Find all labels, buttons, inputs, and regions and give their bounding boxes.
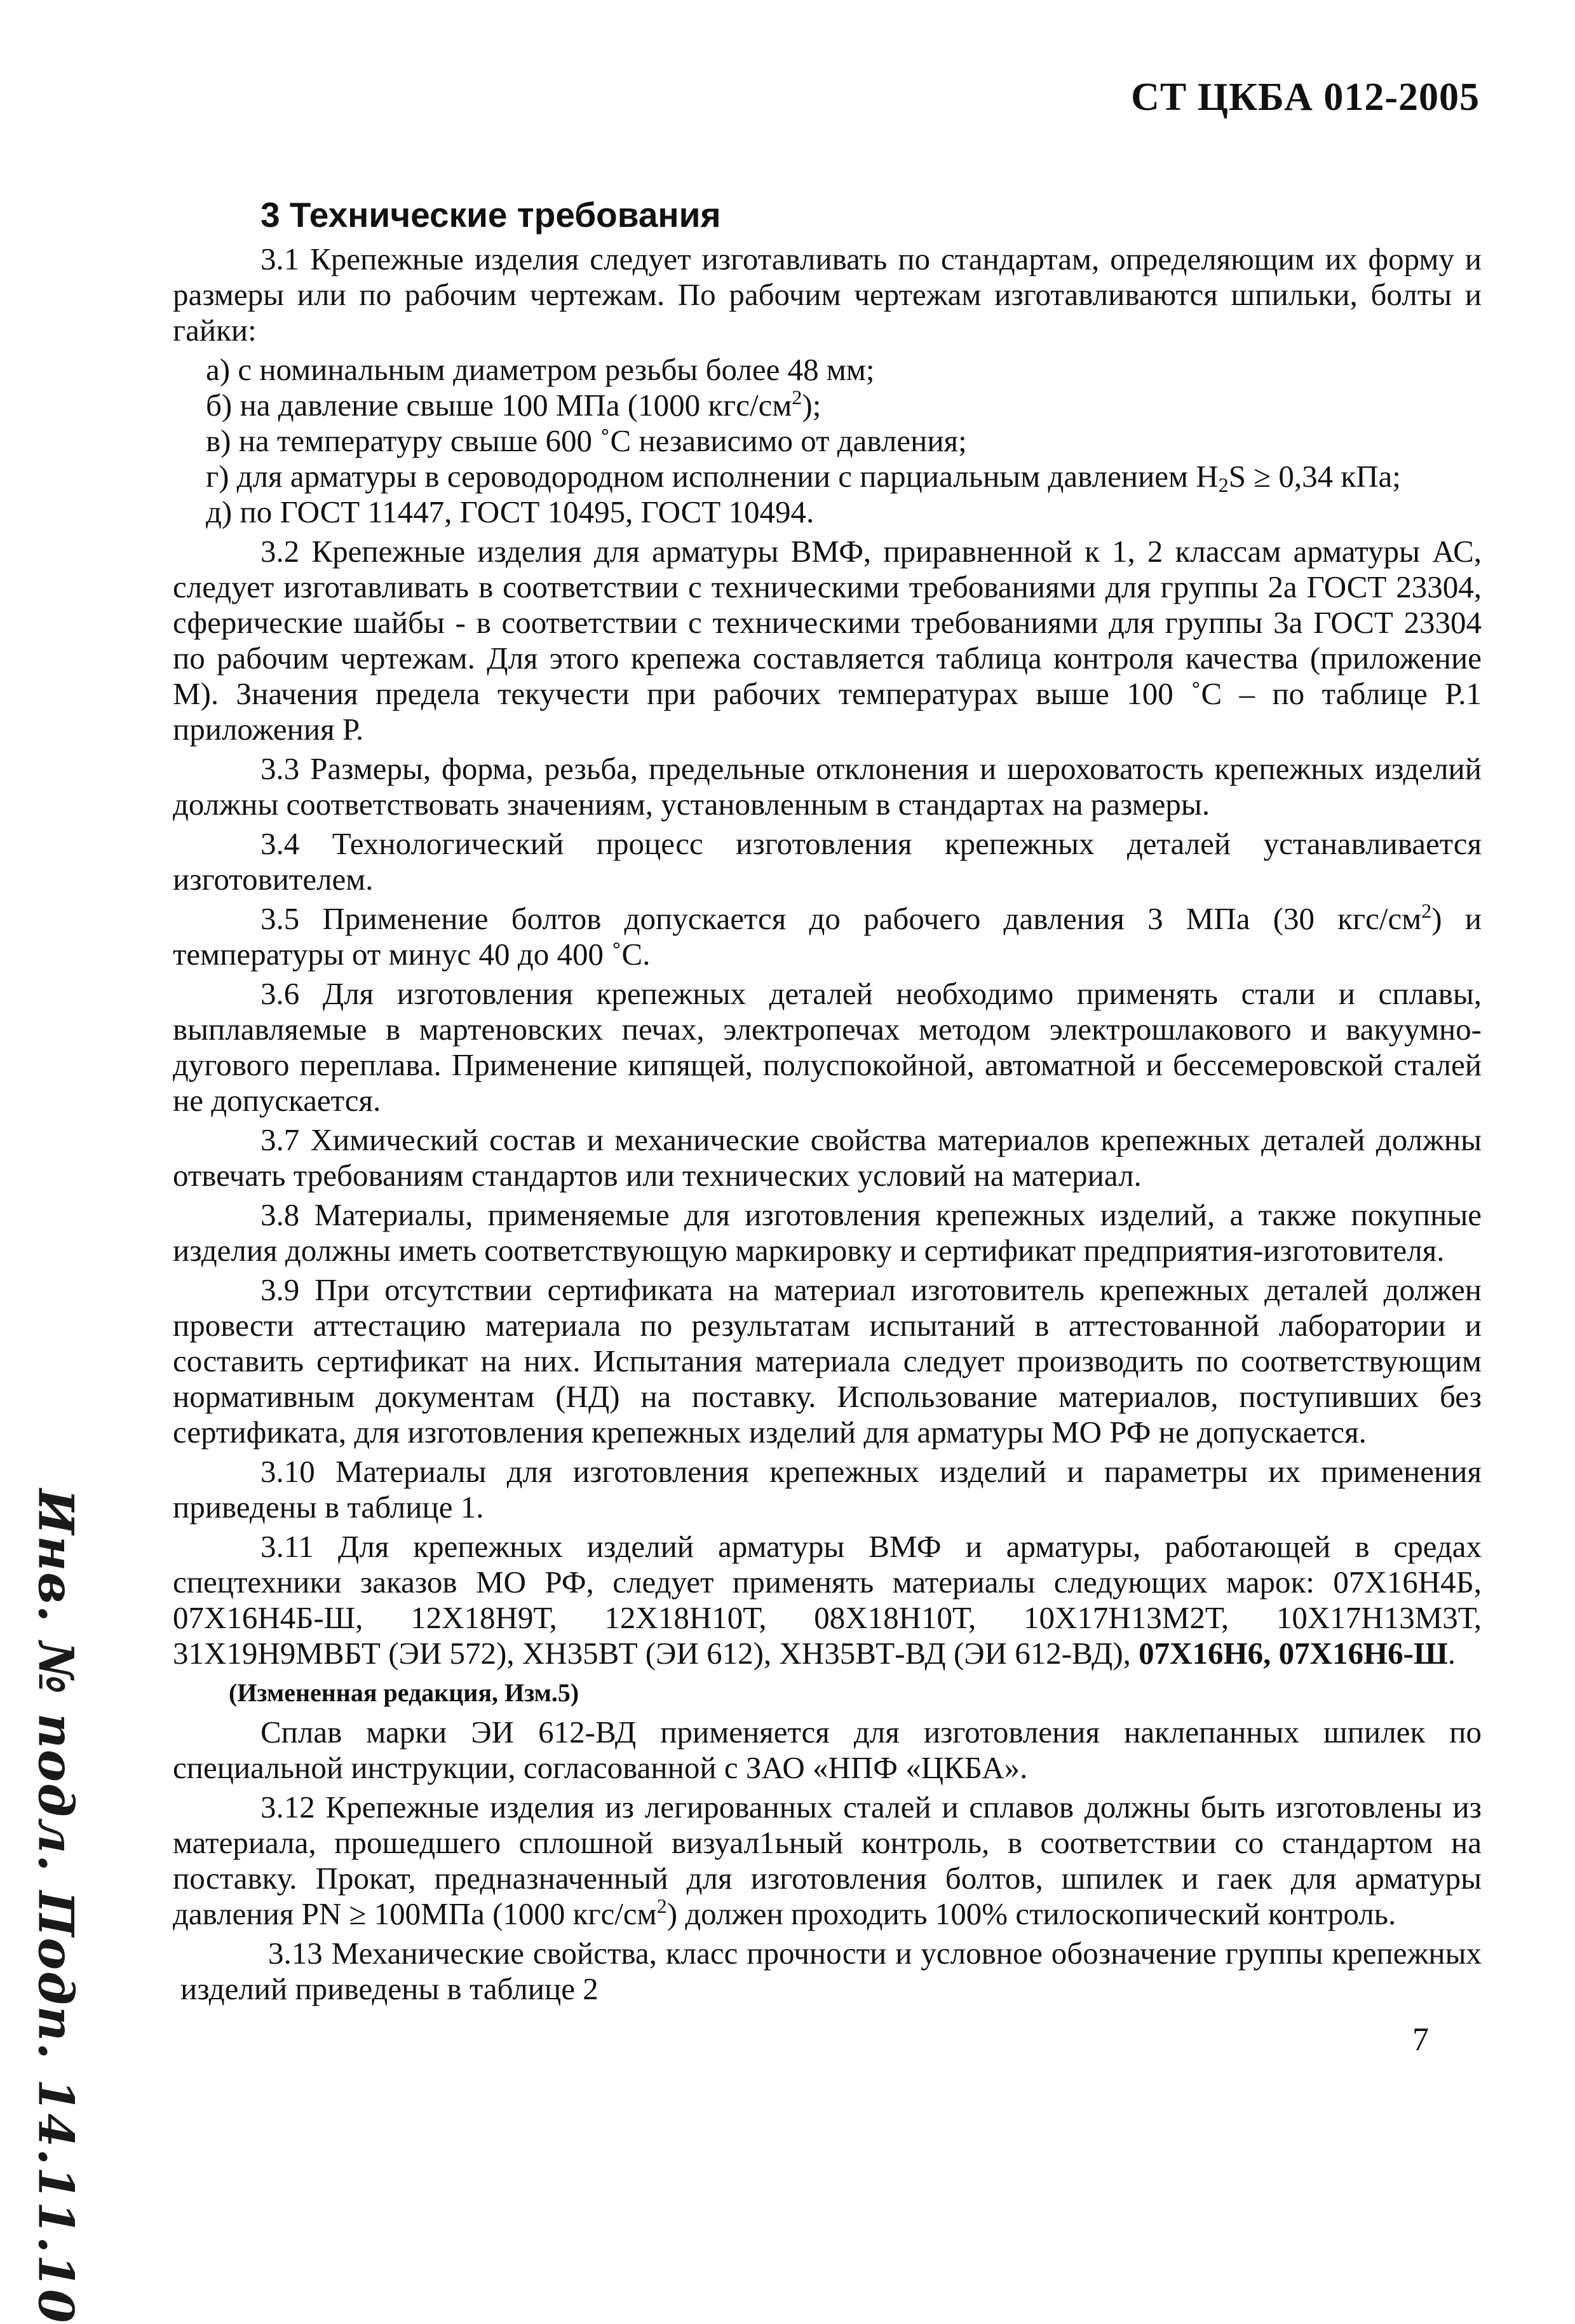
- list-item-b: б) на давление свыше 100 МПа (1000 кгс/$см^2$);: [206, 386, 821, 423]
- paragraph-3-8: 3.8 Материалы, применяемые для изготовления крепежных изделий, а также покупные изделия должны иметь соответствующую маркировку и сертификат предприятия-изготовителя.: [173, 1197, 1482, 1268]
- list-item-a: а) с номинальным диаметром резьбы более 48 мм;: [206, 352, 875, 387]
- requirements-list: [173, 352, 1482, 530]
- margin-stamp-text: Инв. № подл. Подп. 14.11.10: [27, 1488, 84, 2324]
- paragraph-3-7: 3.7 Химический состав и механические свойства материалов крепежных деталей должны отвечать требованиям стандартов или технических условий на материал.: [173, 1122, 1482, 1193]
- section-title: 3 Технические требования: [260, 195, 721, 234]
- list-item-d: д) по ГОСТ 11447, ГОСТ 10495, ГОСТ 10494.: [206, 494, 815, 529]
- document-body: [173, 197, 1482, 2011]
- paragraph-3-12: 3.12 Крепежные изделия из легированных сталей и сплавов должны быть изготовлены из материала, прошедшего сплошной визуал1ьный контроль, в соответствии со стандартом на поставку. Прокат, предназначенный для изготовления болтов, шпилек и гаек для арматуры давления PN ≥ 100МПа (1000 кгс/$см^2$) должен проходить 100% стилоскопический контроль.: [173, 1790, 1482, 1931]
- paragraph-3-2: 3.2 Крепежные изделия для арматуры ВМФ, приравненной к 1, 2 классам арматуры АС, следует изготавливать в соответствии с техническими требованиями для группы 2а ГОСТ 23304, сферические шайбы - в соответствии с техническими требованиями для группы 3а ГОСТ 23304 по рабочим чертежам. Для этого крепежа составляется таблица контроля качества (приложение М). Значения предела текучести при рабочих температурах выше 100 ˚С – по таблице Р.1 приложения Р.: [173, 534, 1482, 747]
- page-header: СТ ЦКБА 012-2005: [1131, 76, 1480, 119]
- revision-note: (Измененная редакция, Изм.5): [229, 1678, 579, 1707]
- page-number: 7: [1412, 2022, 1429, 2058]
- handwritten-margin-stamp: [24, 1488, 88, 2324]
- paragraph-3-1: 3.1 Крепежные изделия следует изготавливать по стандартам, определяющим их форму и размеры или по рабочим чертежам. По рабочим чертежам изготавливаются шпильки, болты и гайки:: [173, 241, 1482, 348]
- paragraph-3-11: 3.11 Для крепежных изделий арматуры ВМФ и арматуры, работающей в средах спецтехники заказов МО РФ, следует применять материалы следующих марок: 07Х16Н4Б, 07Х16Н4Б-Ш, 12Х18Н9Т, 12Х18Н10Т, 08Х18Н10Т, 10Х17Н13М2Т, 10Х17Н13М3Т, 31Х19Н9МВБТ (ЭИ 572), ХН35ВТ (ЭИ 612), ХН35ВТ-ВД (ЭИ 612-ВД), 07Х16Н6, 07Х16Н6-Ш.: [173, 1529, 1482, 1671]
- paragraph-3-5: 3.5 Применение болтов допускается до рабочего давления 3 МПа (30 кгс/$см^2$) и температуры от минус 40 до 400 ˚С.: [173, 899, 1482, 972]
- paragraph-3-4: 3.4 Технологический процесс изготовления крепежных деталей устанавливается изготовителем.: [173, 826, 1482, 897]
- paragraph-3-10: 3.10 Материалы для изготовления крепежных изделий и параметры их применения приведены в таблице 1.: [173, 1454, 1482, 1525]
- paragraph-3-13: 3.13 Механические свойства, класс прочности и условное обозначение группы крепежных изделий приведены в таблице 2: [180, 1936, 1482, 2006]
- list-item-g: г) для арматуры в сероводородном исполнении с парциальным давлением $H_2S \ge 0,34$ кПа;: [206, 459, 1401, 496]
- paragraph-alloy-note: Сплав марки ЭИ 612-ВД применяется для изготовления наклепанных шпилек по специальной инструкции, согласованной с ЗАО «НПФ «ЦКБА».: [173, 1715, 1482, 1785]
- paragraph-3-9: 3.9 При отсутствии сертификата на материал изготовитель крепежных деталей должен провести аттестацию материала по результатам испытаний в аттестованной лаборатории и составить сертификат на них. Испытания материала следует производить по соответствующим нормативным документам (НД) на поставку. Использование материалов, поступивших без сертификата, для изготовления крепежных изделий для арматуры МО РФ не допускается.: [173, 1272, 1482, 1450]
- list-item-v: в) на температуру свыше 600 ˚С независимо от давления;: [206, 423, 967, 458]
- paragraph-3-6: 3.6 Для изготовления крепежных деталей необходимо применять стали и сплавы, выплавляемые в мартеновских печах, электропечах методом электрошлакового и вакуумно-дугового переплава. Применение кипящей, полуспокойной, автоматной и бессемеровской сталей не допускается.: [173, 976, 1482, 1118]
- paragraph-3-3: 3.3 Размеры, форма, резьба, предельные отклонения и шероховатость крепежных изделий должны соответствовать значениям, установленным в стандартах на размеры.: [173, 751, 1482, 822]
